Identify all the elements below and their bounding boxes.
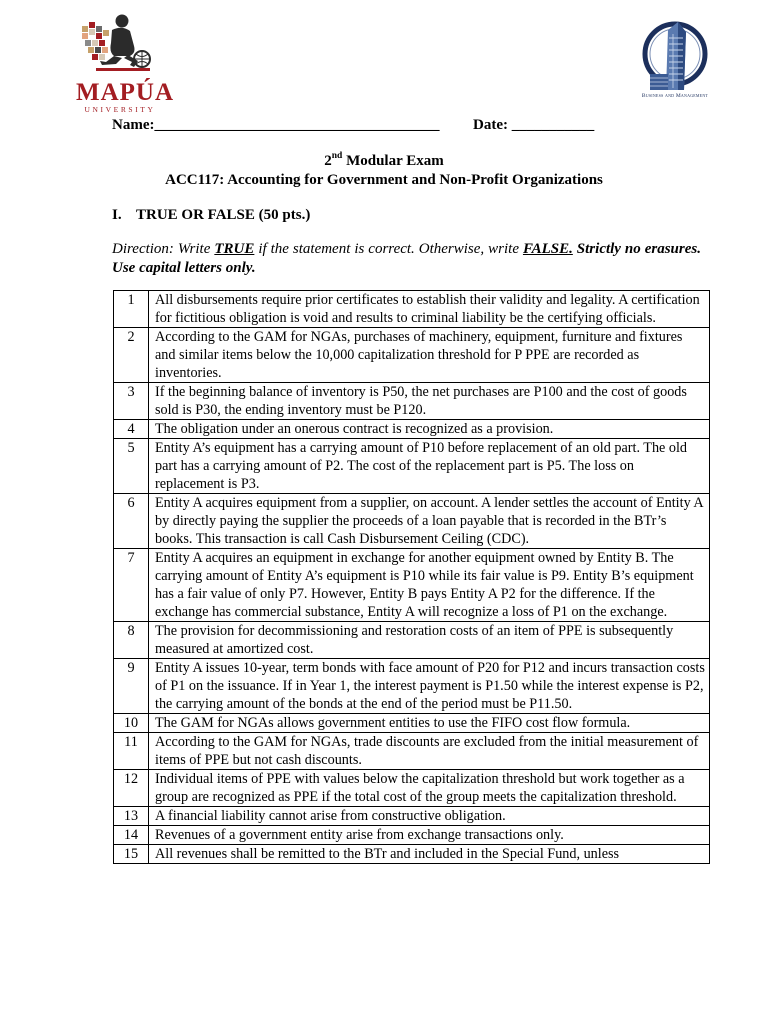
table-row [114,420,710,439]
logo-subtitle: UNIVERSITY [84,105,156,114]
table-row [114,494,710,549]
table-row [114,291,710,328]
item-number: 12 [114,770,149,807]
true-false-table [113,290,710,864]
logo-wordmark: MAPÚA [76,79,175,106]
item-statement: The obligation under an onerous contract is recognized as a provision. [149,420,710,439]
table-row [114,622,710,659]
item-statement: All revenues shall be remitted to the BTr and included in the Special Fund, unless [149,845,710,864]
item-number: 4 [114,420,149,439]
name-blank: ______________________________________ [154,117,440,133]
item-statement: According to the GAM for NGAs, purchases of machinery, equipment, furniture and fixtures and similar items below the 10,000 capitalization threshold for P PPE are recorded as inventories. [149,328,710,383]
direction-text-1: Direction: Write [112,241,215,257]
table-row [114,714,710,733]
name-label: Name: [112,117,155,133]
business-school-logo [632,12,718,104]
table-row [114,549,710,622]
table-row [114,770,710,807]
item-statement: If the beginning balance of inventory is P50, the net purchases are P100 and the cost of goods sold is P30, the ending inventory must be P120. [149,383,710,420]
item-number: 5 [114,439,149,494]
table-row [114,328,710,383]
date-blank: ___________ [511,117,595,133]
exam-ordinal-suffix: nd [331,151,343,161]
exam-ordinal: 2 [324,153,332,169]
direction-paragraph [112,240,701,278]
item-number: 8 [114,622,149,659]
item-number: 3 [114,383,149,420]
direction-text-2: if the statement is correct. Otherwise, write [254,241,523,257]
exam-title-text: Modular Exam [346,153,444,169]
item-number: 2 [114,328,149,383]
table-row [114,439,710,494]
item-number: 13 [114,807,149,826]
item-statement: A financial liability cannot arise from constructive obligation. [149,807,710,826]
item-number: 9 [114,659,149,714]
item-statement: According to the GAM for NGAs, trade discounts are excluded from the initial measurement of items of PPE but not cash discounts. [149,733,710,770]
item-number: 15 [114,845,149,864]
item-number: 1 [114,291,149,328]
item-statement: Entity A issues 10-year, term bonds with face amount of P20 for P12 and incurs transaction costs of P1 on the issuance. If in Year 1, the interest payment is P1.50 while the interest expense is P2, the carrying amount of the bonds at the end of the period must be P11.50. [149,659,710,714]
section-number: I. [112,207,122,223]
item-statement: The provision for decommissioning and restoration costs of an item of PPE is subsequently measured at amortized cost. [149,622,710,659]
table-row [114,733,710,770]
building-seal-icon [632,12,718,94]
table-row [114,807,710,826]
name-field [112,117,439,134]
table-row [114,845,710,864]
mapua-university-logo [76,12,175,114]
mapua-seal-icon [76,12,162,82]
exam-title [0,153,768,170]
item-statement: The GAM for NGAs allows government entities to use the FIFO cost flow formula. [149,714,710,733]
date-label: Date: [473,117,508,133]
section-title: TRUE OR FALSE (50 pts.) [136,207,311,223]
item-number: 7 [114,549,149,622]
table-row [114,383,710,420]
section-heading [112,207,310,224]
item-number: 6 [114,494,149,549]
item-statement: Revenues of a government entity arise from exchange transactions only. [149,826,710,845]
logo-caption: Business and Management [641,93,709,99]
item-number: 11 [114,733,149,770]
direction-text-3: Strictly no erasures. Use capital letters only. [112,241,701,276]
item-number: 14 [114,826,149,845]
table-row [114,826,710,845]
date-field [473,117,594,134]
item-statement: All disbursements require prior certificates to establish their validity and legality. A certification for fictitious obligation is void and results to criminal liability be the certifying officials. [149,291,710,328]
keyword-false: FALSE. [522,241,573,257]
course-title: ACC117: Accounting for Government and Non-Profit Organizations [165,172,603,188]
item-statement: Entity A’s equipment has a carrying amount of P10 before replacement of an old part. The old part has a carrying amount of P2. The cost of the replacement part is P5. The loss on replacement is P3. [149,439,710,494]
item-number: 10 [114,714,149,733]
item-statement: Entity A acquires an equipment in exchange for another equipment owned by Entity B. The carrying amount of Entity A’s equipment is P10 while its fair value is P9. Entity B’s equipment has a fair value of only P7. However, Entity B pays Entity A P2 for the difference. If the exchange has commercial substance, Entity A will recognize a loss of P1 on the exchange. [149,549,710,622]
item-statement: Individual items of PPE with values below the capitalization threshold but work together as a group are recognized as PPE if the total cost of the group meets the capitalization threshold. [149,770,710,807]
keyword-true: TRUE [214,241,255,257]
table-row [114,659,710,714]
item-statement: Entity A acquires equipment from a supplier, on account. A lender settles the account of Entity A by directly paying the supplier the proceeds of a loan payable that is recorded in the BTr’s books. This transaction is call Cash Disbursement Ceiling (CDC). [149,494,710,549]
